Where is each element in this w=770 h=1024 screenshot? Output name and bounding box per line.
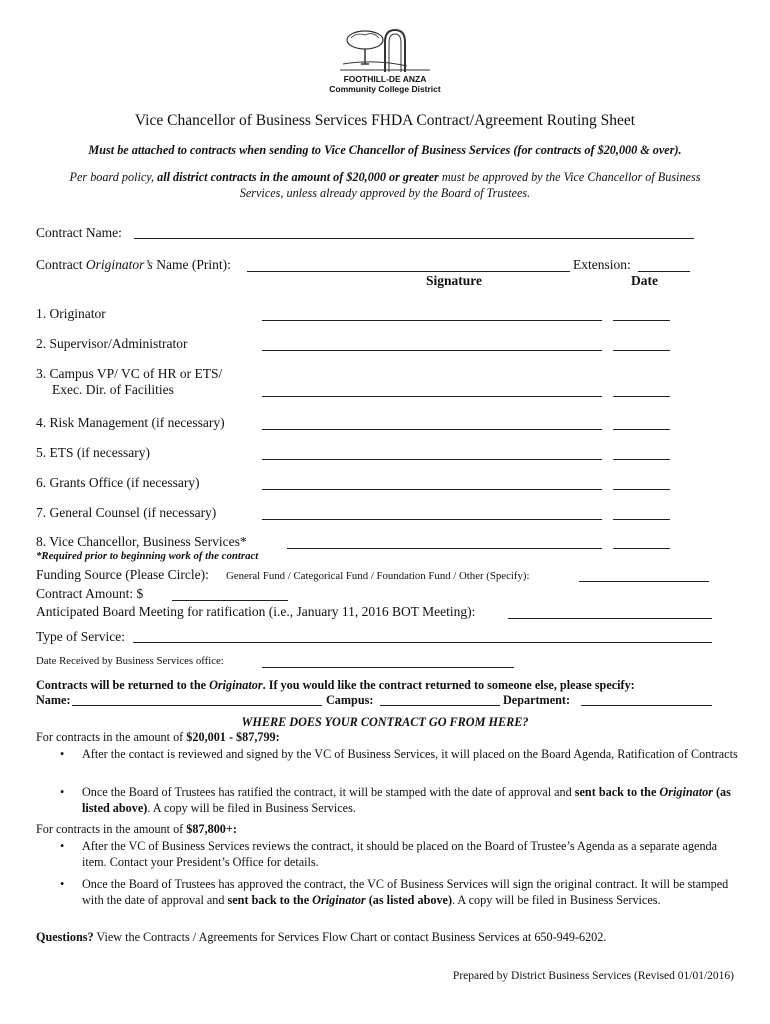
date-field-ets[interactable] [613, 459, 670, 460]
date-field-general-counsel[interactable] [613, 519, 670, 520]
contract-name-field[interactable] [134, 238, 694, 239]
bullet-glyph: • [60, 785, 65, 799]
date-field-risk-management[interactable] [613, 429, 670, 430]
tier2-b2-a: Once the Board of Trustees has approved the contract, the VC of Business Services will sign the original contract. It will be stamped with the date of approval and [82, 877, 729, 907]
date-received-field[interactable] [262, 667, 514, 668]
tier1-b2-b: . A copy will be filed in Business Services. [147, 801, 356, 815]
tier2-b2-bold-italic: Originator [312, 893, 366, 907]
type-of-service-label: Type of Service: [36, 629, 126, 644]
signature-field-campus-vp[interactable] [262, 396, 602, 397]
funding-source-options[interactable]: General Fund / Categorical Fund / Foundation Fund / Other (Specify): [226, 570, 530, 582]
tier2-bullet-2-text [82, 876, 738, 908]
tier2-b2-b: . A copy will be filed in Business Services. [452, 893, 661, 907]
sign-row-campus-vp: 3. Campus VP/ VC of HR or ETS/ [36, 366, 223, 381]
attachment-notice: Must be attached to contracts when sending to Vice Chancellor of Business Services (for contracts of $20,000 & over). [88, 143, 682, 157]
sign-row-vice-chancellor: 8. Vice Chancellor, Business Services* [36, 534, 247, 549]
tier1-b2-a: Once the Board of Trustees has ratified the contract, it will be stamped with the date of approval and [82, 785, 575, 799]
tier2-intro [36, 822, 237, 837]
signature-column-header: Signature [426, 273, 483, 288]
return-notice-b: . If you would like the contract returned to someone else, please specify: [262, 678, 635, 692]
sign-row-risk-management: 4. Risk Management (if necessary) [36, 415, 225, 430]
extension-label: Extension: [573, 257, 631, 272]
date-field-supervisor[interactable] [613, 350, 670, 351]
originator-name-field[interactable] [247, 271, 570, 272]
originator-label-italic: Originator’s [85, 257, 153, 272]
sign-row-campus-vp-line2: Exec. Dir. of Facilities [52, 382, 174, 397]
tier1-intro-text: For contracts in the amount of [36, 730, 187, 744]
board-meeting-label: Anticipated Board Meeting for ratification (i.e., January 11, 2016 BOT Meeting): [36, 604, 476, 619]
logo-org-line2: Community College District [329, 84, 441, 94]
return-campus-field[interactable] [380, 705, 500, 706]
questions-rest: View the Contracts / Agreements for Services Flow Chart or contact Business Services at 650-949-6202. [93, 930, 607, 944]
questions-line [36, 930, 606, 945]
return-notice-italic: Originator [209, 678, 263, 692]
policy-part1: Per board policy, [69, 170, 158, 184]
return-notice [36, 678, 635, 693]
policy-part2: all district contracts in the amount of $20,000 or greater [157, 170, 439, 184]
district-logo [335, 26, 435, 76]
date-field-grants-office[interactable] [613, 489, 670, 490]
tier1-bullet-2-text [82, 784, 738, 816]
signature-field-vice-chancellor[interactable] [287, 548, 602, 549]
bullet-glyph: • [60, 877, 65, 891]
tree-arch-logo-icon [335, 26, 435, 76]
tier2-intro-text: For contracts in the amount of [36, 822, 187, 836]
tier2-b2-bold: sent back to the [227, 893, 313, 907]
date-field-originator[interactable] [613, 320, 670, 321]
return-campus-label: Campus: [326, 693, 374, 707]
signature-field-supervisor[interactable] [262, 350, 602, 351]
required-note: *Required prior to beginning work of the contract [36, 550, 259, 562]
policy-part3: must be approved by the Vice Chancellor of Business [438, 170, 701, 184]
originator-name-label [36, 257, 231, 273]
bullet-glyph: • [60, 839, 65, 853]
date-field-campus-vp[interactable] [613, 396, 670, 397]
prepared-by-footer: Prepared by District Business Services (Revised 01/01/2016) [452, 970, 734, 982]
board-policy-line2: Services, unless already approved by the Board of Trustees. [239, 186, 531, 200]
return-notice-a: Contracts will be returned to the [36, 678, 210, 692]
board-meeting-field[interactable] [508, 618, 712, 619]
tier2-bullet-1-text: After the VC of Business Services reviews the contract, it should be placed on the Board of Trustee’s Agenda as a separate agenda item. Contact your President’s Office for details. [82, 839, 718, 869]
date-received-label: Date Received by Business Services office: [36, 655, 224, 667]
type-of-service-field[interactable] [133, 642, 712, 643]
date-field-vice-chancellor[interactable] [613, 548, 670, 549]
signature-field-general-counsel[interactable] [262, 519, 602, 520]
sign-row-grants-office: 6. Grants Office (if necessary) [36, 475, 200, 490]
contract-amount-field[interactable] [172, 600, 288, 601]
signature-field-originator[interactable] [262, 320, 602, 321]
sign-row-general-counsel: 7. General Counsel (if necessary) [36, 505, 217, 520]
return-department-label: Department: [503, 693, 571, 707]
tier1-intro [36, 730, 280, 745]
originator-label-b: Name (Print): [152, 257, 231, 272]
funding-source-label: Funding Source (Please Circle): [36, 567, 209, 582]
tier1-amount: $20,001 - $87,799: [186, 730, 280, 744]
tier1-b2-bold: sent back to the [574, 785, 660, 799]
tier2-amount: $87,800+: [186, 822, 237, 836]
logo-org-line1: FOOTHILL-DE ANZA [343, 74, 427, 84]
return-department-field[interactable] [581, 705, 712, 706]
sign-row-supervisor: 2. Supervisor/Administrator [36, 336, 188, 351]
page-title: Vice Chancellor of Business Services FHDA Contract/Agreement Routing Sheet [134, 112, 636, 129]
return-name-label: Name: [36, 693, 71, 707]
funding-other-field[interactable] [579, 581, 709, 582]
signature-field-ets[interactable] [262, 459, 602, 460]
originator-label-a: Contract [36, 257, 86, 272]
tier1-b2-bold-italic: Originator [659, 785, 713, 799]
where-heading: WHERE DOES YOUR CONTRACT GO FROM HERE? [241, 715, 529, 729]
tier1-bullet-1-text: After the contact is reviewed and signed by the VC of Business Services, it will placed on the Board Agenda, Ratification of Contracts [82, 747, 738, 761]
questions-bold: Questions? [36, 930, 94, 944]
signature-field-grants-office[interactable] [262, 489, 602, 490]
date-column-header: Date [631, 273, 658, 288]
sign-row-ets: 5. ETS (if necessary) [36, 445, 150, 460]
signature-field-risk-management[interactable] [262, 429, 602, 430]
bullet-glyph: • [60, 747, 65, 761]
return-name-field[interactable] [72, 705, 322, 706]
tier2-b2-bold2: (as listed above) [365, 893, 453, 907]
tier1-b2-bold2: (as listed above) [82, 785, 731, 815]
contract-amount-label: Contract Amount: $ [36, 586, 144, 601]
extension-field[interactable] [638, 271, 690, 272]
board-policy-line1 [0, 170, 770, 185]
contract-name-label: Contract Name: [36, 225, 122, 240]
sign-row-originator: 1. Originator [36, 306, 106, 321]
